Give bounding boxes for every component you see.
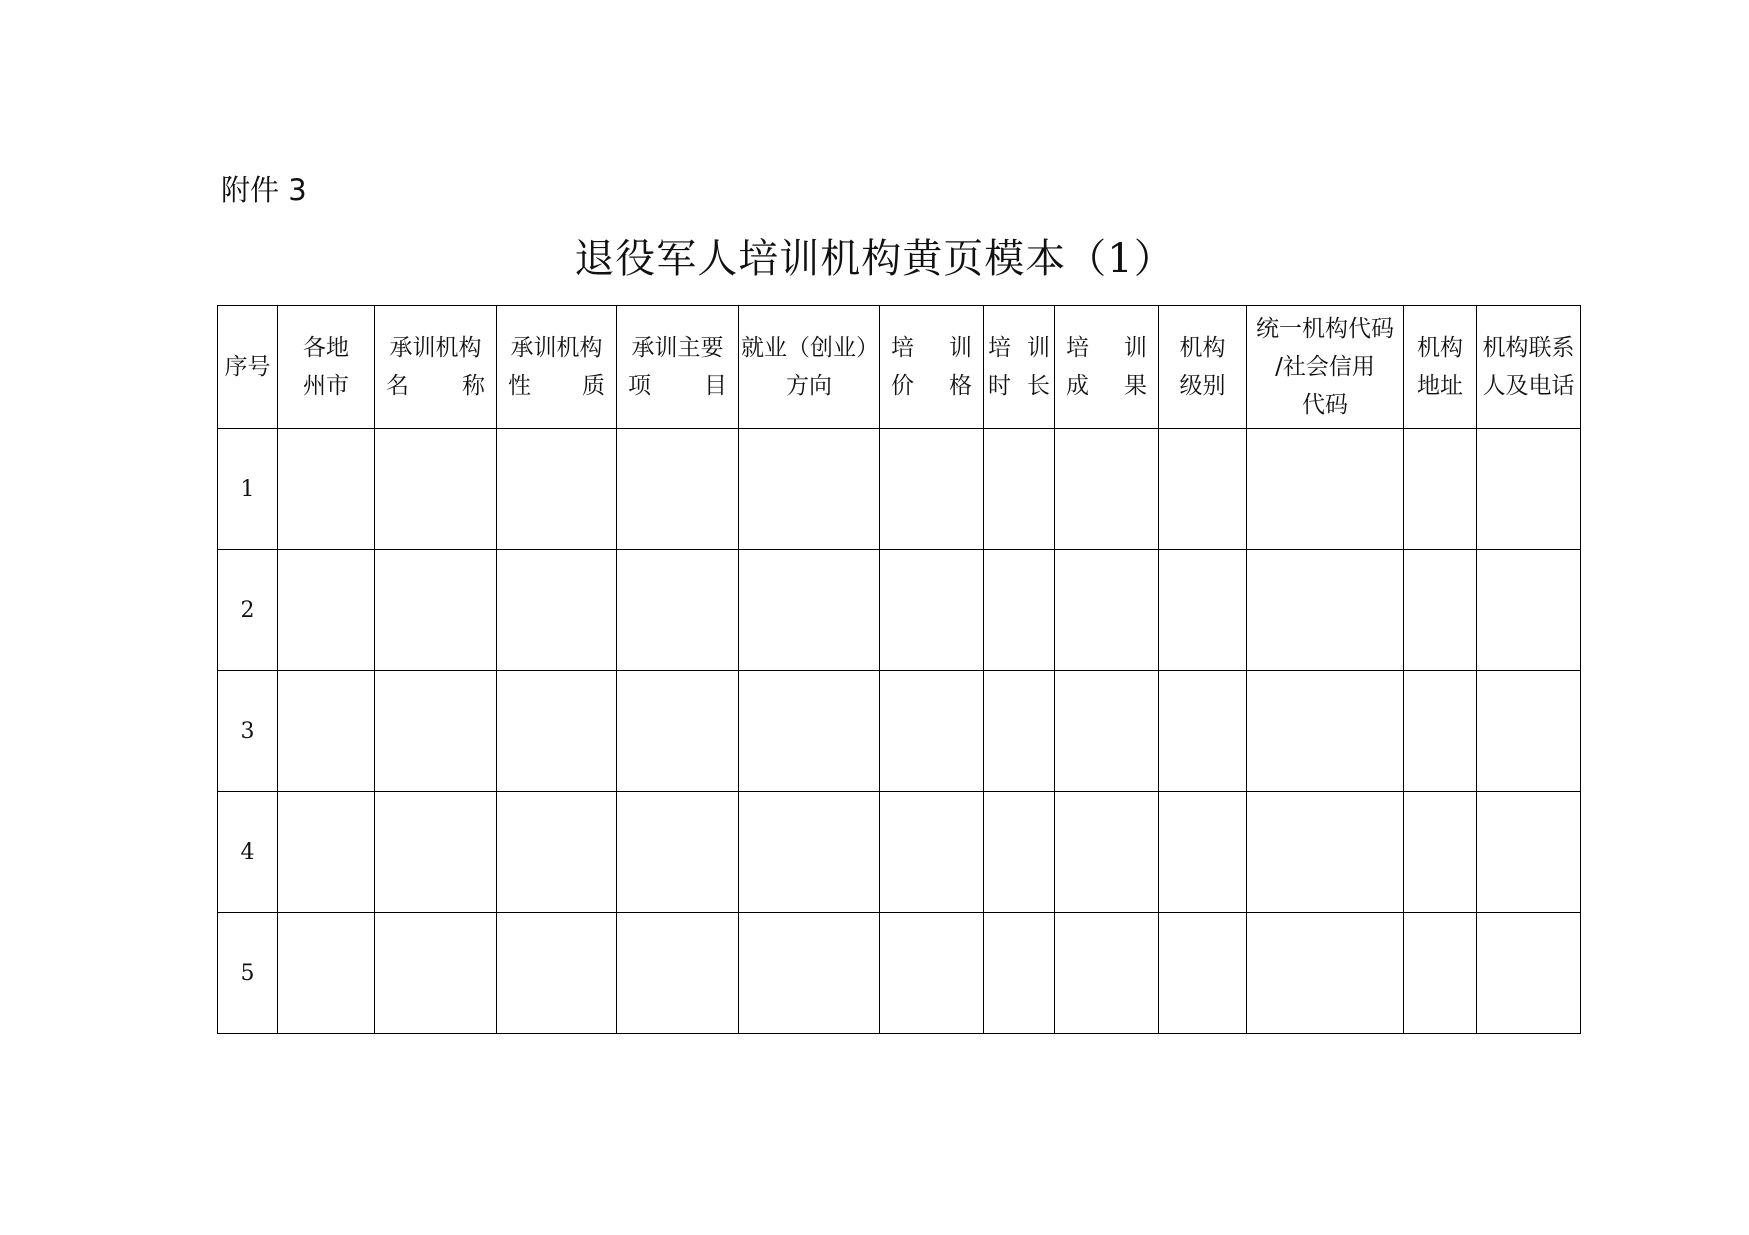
table-row bbox=[218, 550, 1581, 671]
table-cell[interactable] bbox=[880, 550, 984, 671]
table-cell[interactable] bbox=[278, 792, 375, 913]
table-cell[interactable] bbox=[617, 550, 739, 671]
table-cell[interactable] bbox=[1159, 550, 1247, 671]
table-cell[interactable] bbox=[1159, 671, 1247, 792]
table-cell[interactable] bbox=[1404, 671, 1477, 792]
table-cell[interactable] bbox=[880, 913, 984, 1034]
table-cell[interactable] bbox=[1247, 671, 1404, 792]
table-cell[interactable] bbox=[1055, 913, 1159, 1034]
row-index: 3 bbox=[218, 671, 278, 792]
col-header-institution-level: 机构 级别 bbox=[1159, 306, 1247, 429]
col-header-training-duration: 培 训 时 长 bbox=[984, 306, 1055, 429]
table-cell[interactable] bbox=[739, 792, 880, 913]
document-title: 退役军人培训机构黄页模本（1） bbox=[574, 236, 1175, 282]
col-header-training-price: 培 训 价 格 bbox=[880, 306, 984, 429]
table-cell[interactable] bbox=[375, 550, 497, 671]
header-row bbox=[218, 306, 1581, 429]
table-cell[interactable] bbox=[1477, 913, 1581, 1034]
table-cell[interactable] bbox=[1159, 792, 1247, 913]
table-cell[interactable] bbox=[497, 429, 617, 550]
table-cell[interactable] bbox=[739, 913, 880, 1034]
table-cell[interactable] bbox=[278, 429, 375, 550]
table-cell[interactable] bbox=[1404, 913, 1477, 1034]
col-header-institution-address: 机构 地址 bbox=[1404, 306, 1477, 429]
col-header-training-results: 培 训 成 果 bbox=[1055, 306, 1159, 429]
table-cell[interactable] bbox=[1159, 913, 1247, 1034]
table-cell[interactable] bbox=[375, 671, 497, 792]
table-row bbox=[218, 913, 1581, 1034]
table-cell[interactable] bbox=[1477, 429, 1581, 550]
table-cell[interactable] bbox=[1159, 429, 1247, 550]
col-header-contact-person-phone: 机构联系 人及电话 bbox=[1477, 306, 1581, 429]
row-index: 4 bbox=[218, 792, 278, 913]
table-cell[interactable] bbox=[1247, 913, 1404, 1034]
col-header-index: 序号 bbox=[218, 306, 278, 429]
table-row bbox=[218, 671, 1581, 792]
table-cell[interactable] bbox=[278, 671, 375, 792]
col-header-institution-name: 承训机构 名 称 bbox=[375, 306, 497, 429]
table-cell[interactable] bbox=[375, 792, 497, 913]
table-cell[interactable] bbox=[617, 792, 739, 913]
table-cell[interactable] bbox=[984, 550, 1055, 671]
table-cell[interactable] bbox=[375, 913, 497, 1034]
training-institution-table bbox=[217, 305, 1581, 1034]
table-cell[interactable] bbox=[1055, 671, 1159, 792]
table-cell[interactable] bbox=[1247, 429, 1404, 550]
row-index: 2 bbox=[218, 550, 278, 671]
col-header-main-programs: 承训主要 项 目 bbox=[617, 306, 739, 429]
table-cell[interactable] bbox=[617, 429, 739, 550]
col-header-institution-type: 承训机构 性 质 bbox=[497, 306, 617, 429]
table-cell[interactable] bbox=[1404, 550, 1477, 671]
row-index: 5 bbox=[218, 913, 278, 1034]
table-cell[interactable] bbox=[739, 671, 880, 792]
table-cell[interactable] bbox=[278, 550, 375, 671]
table-row bbox=[218, 429, 1581, 550]
col-header-city: 各地 州市 bbox=[278, 306, 375, 429]
table-cell[interactable] bbox=[984, 671, 1055, 792]
table-cell[interactable] bbox=[984, 913, 1055, 1034]
table-cell[interactable] bbox=[1477, 792, 1581, 913]
table-cell[interactable] bbox=[1055, 429, 1159, 550]
table-cell[interactable] bbox=[497, 671, 617, 792]
col-header-employment-direction: 就业（创业） 方向 bbox=[739, 306, 880, 429]
table-cell[interactable] bbox=[739, 429, 880, 550]
table-cell[interactable] bbox=[1055, 792, 1159, 913]
table-cell[interactable] bbox=[497, 792, 617, 913]
table-cell[interactable] bbox=[1477, 671, 1581, 792]
table-cell[interactable] bbox=[497, 550, 617, 671]
table-cell[interactable] bbox=[880, 429, 984, 550]
table-cell[interactable] bbox=[375, 429, 497, 550]
table-cell[interactable] bbox=[880, 671, 984, 792]
table-cell[interactable] bbox=[1404, 792, 1477, 913]
table-cell[interactable] bbox=[617, 913, 739, 1034]
table-row bbox=[218, 792, 1581, 913]
table-cell[interactable] bbox=[984, 792, 1055, 913]
table-cell[interactable] bbox=[880, 792, 984, 913]
table-cell[interactable] bbox=[1247, 550, 1404, 671]
table-cell[interactable] bbox=[1055, 550, 1159, 671]
table-cell[interactable] bbox=[617, 671, 739, 792]
table-cell[interactable] bbox=[1477, 550, 1581, 671]
table-cell[interactable] bbox=[1404, 429, 1477, 550]
col-header-credit-code: 统一机构代码 /社会信用 代码 bbox=[1247, 306, 1404, 429]
table-cell[interactable] bbox=[278, 913, 375, 1034]
table-cell[interactable] bbox=[1247, 792, 1404, 913]
table-cell[interactable] bbox=[739, 550, 880, 671]
table-cell[interactable] bbox=[497, 913, 617, 1034]
row-index: 1 bbox=[218, 429, 278, 550]
table-cell[interactable] bbox=[984, 429, 1055, 550]
attachment-label: 附件 3 bbox=[221, 173, 307, 207]
